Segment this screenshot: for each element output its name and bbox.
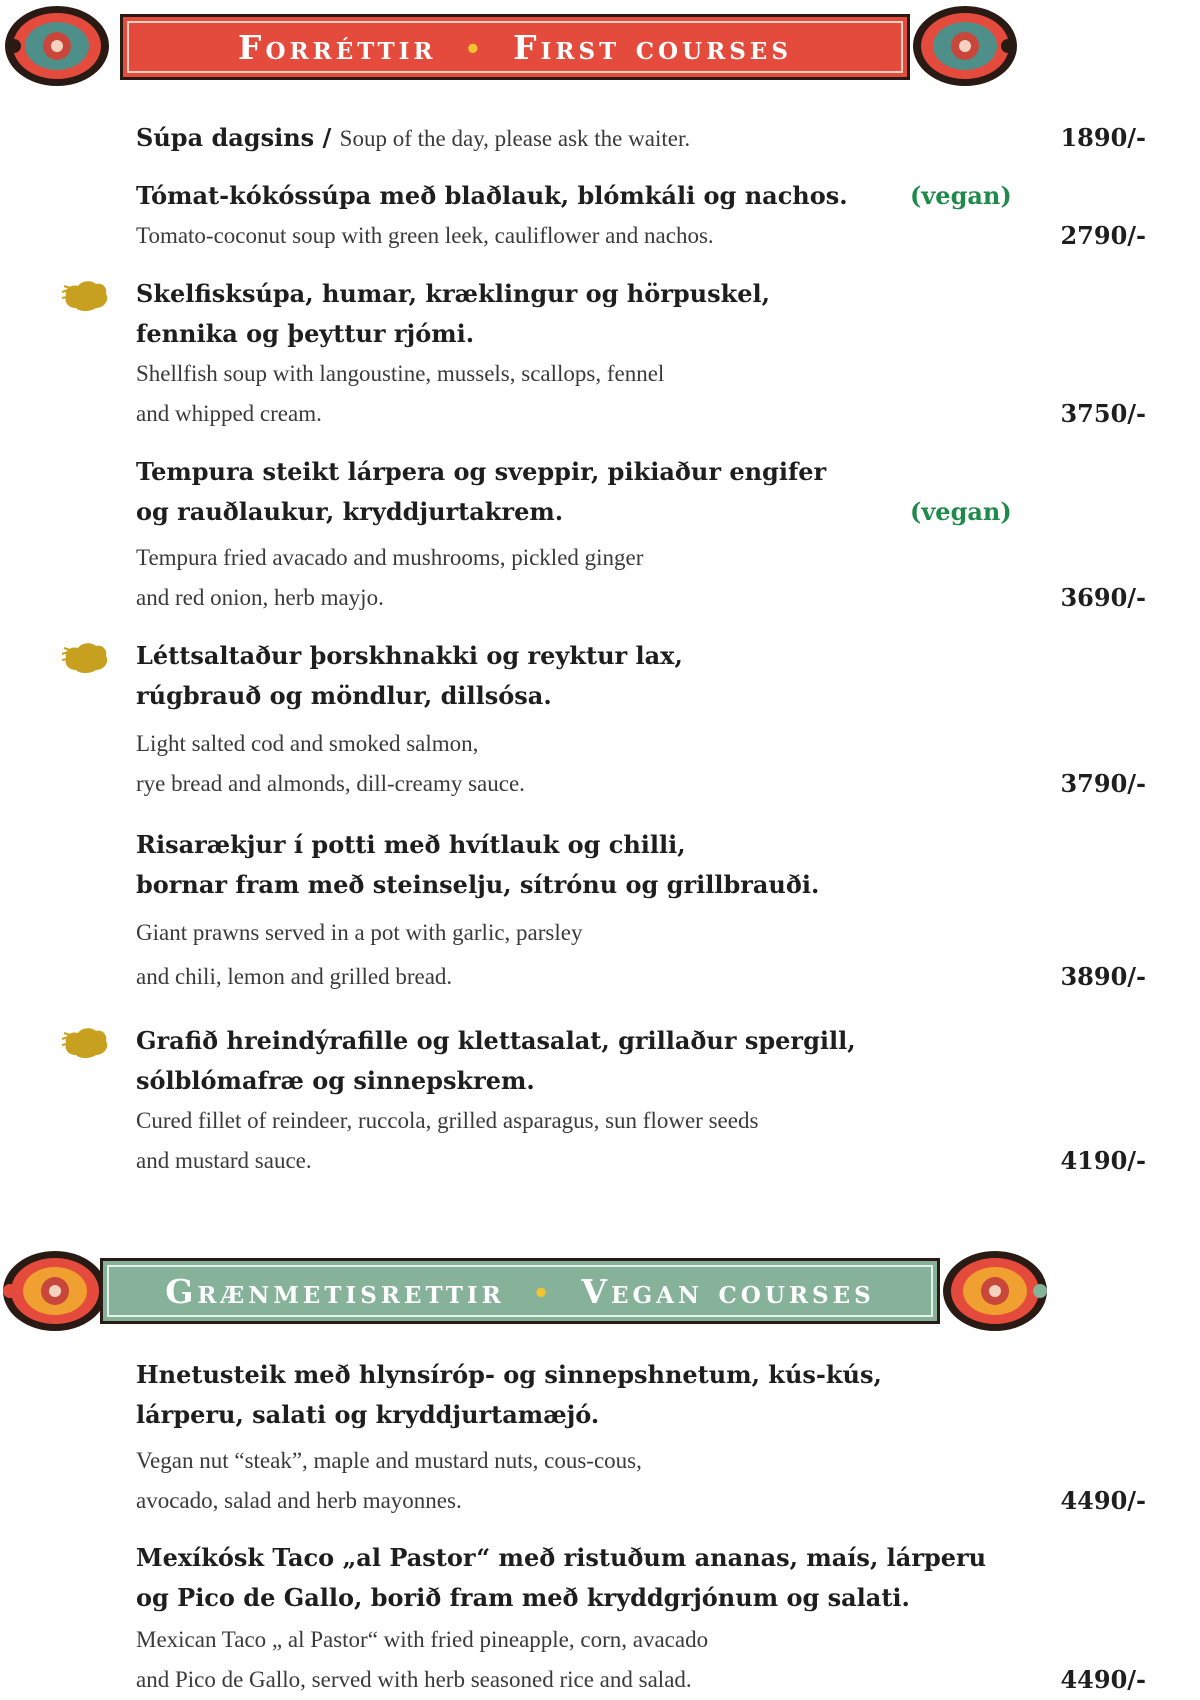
item-description-line-1: Giant prawns served in a pot with garlic, parsley [136,920,583,945]
item-description-line-2: rye bread and almonds, dill-creamy sauce. [136,771,525,796]
iceland-icon [62,278,110,314]
item-description-line-1: Tempura fried avacado and mushrooms, pickled ginger [136,545,644,570]
item-name-line-1: Grafið hreindýrafille og klettasalat, grillaður spergill, [136,1026,856,1055]
vegan-courses-banner [100,1258,940,1324]
item-description-line-2: and whipped cream. [136,401,322,426]
item-price: 4490/- [1060,1665,1146,1694]
menu-item-giant-prawns [136,825,1146,997]
menu-item-mexican-taco [136,1538,1146,1700]
iceland-icon [62,640,110,676]
menu-item-soup-of-the-day [136,118,1146,159]
item-price: 3750/- [1060,399,1146,428]
item-description-line-1: Shellfish soup with langoustine, mussels, scallops, fennel [136,361,665,386]
iceland-icon [62,1025,110,1061]
item-name-line-2: fennika og þeyttur rjómi. [136,319,475,348]
banner-dot-icon: • [532,1278,554,1309]
first-courses-title-is: Forréttir [238,27,437,67]
first-courses-title-en: First courses [513,27,792,67]
item-name: Tómat-kókóssúpa með blaðlauk, blómkáli og nachos. [136,181,848,210]
banner-dot-icon: • [464,34,486,65]
item-name-line-2: bornar fram með steinselju, sítrónu og grillbrauði. [136,870,820,899]
item-description-line-2: and Pico de Gallo, served with herb seasoned rice and salad. [136,1667,692,1692]
item-name-line-1: Léttsaltaður þorskhnakki og reyktur lax, [136,641,683,670]
menu-item-shellfish-soup [136,274,1146,434]
item-name-line-2: rúgbrauð og möndlur, dillsósa. [136,681,552,710]
item-name-line-1: Mexíkósk Taco „al Pastor“ með ristuðum ananas, maís, lárperu [136,1543,987,1572]
item-description-line-2: and mustard sauce. [136,1148,312,1173]
item-price: 2790/- [1060,221,1146,250]
item-inline-description: Soup of the day, please ask the waiter. [339,126,691,151]
menu-item-nut-steak [136,1355,1146,1521]
item-description-line-2: and red onion, herb mayjo. [136,585,384,610]
ornament-left-bottom [0,1245,110,1337]
vegan-tag: (vegan) [910,181,1012,210]
item-price: 3890/- [1060,962,1146,991]
item-price: 4190/- [1060,1146,1146,1175]
item-price: 3690/- [1060,583,1146,612]
ornament-right-top [910,0,1020,92]
item-name-line-2: og Pico de Gallo, borið fram með kryddgrjónum og salati. [136,1583,910,1612]
item-name-line-2: lárperu, salati og kryddjurtamæjó. [136,1400,600,1429]
item-description-line-1: Cured fillet of reindeer, ruccola, grilled asparagus, sun flower seeds [136,1108,759,1133]
vegan-tag: (vegan) [910,497,1012,526]
menu-item-salted-cod [136,636,1146,804]
item-price: 4490/- [1060,1486,1146,1515]
menu-item-cured-reindeer [136,1021,1146,1181]
item-description-line-2: avocado, salad and herb mayonnes. [136,1488,462,1513]
item-name-line-1: Risarækjur í potti með hvítlauk og chilli, [136,830,686,859]
item-description-line-1: Vegan nut “steak”, maple and mustard nuts, cous-cous, [136,1448,642,1473]
vegan-courses-title-is: Grænmetisrettir [165,1271,505,1311]
item-name-line-2: sólblómafræ og sinnepskrem. [136,1066,535,1095]
item-description-line-2: and chili, lemon and grilled bread. [136,964,453,989]
item-description-line-1: Mexican Taco „ al Pastor“ with fried pineapple, corn, avacado [136,1627,709,1652]
item-separator: / [322,123,332,152]
vegan-courses-title-en: Vegan courses [581,1271,875,1311]
ornament-right-bottom [940,1245,1050,1337]
item-price: 3790/- [1060,769,1146,798]
item-name-line-2: og rauðlaukur, kryddjurtakrem. [136,497,564,526]
ornament-left-top [2,0,112,92]
item-price: 1890/- [1060,123,1146,152]
item-name-line-1: Hnetusteik með hlynsíróp- og sinnepshnetum, kús-kús, [136,1360,882,1389]
item-description-line-1: Light salted cod and smoked salmon, [136,731,479,756]
item-name-line-1: Tempura steikt lárpera og sveppir, pikiaður engifer [136,457,827,486]
menu-item-tempura-avocado [136,452,1146,618]
first-courses-banner [120,14,910,80]
item-name-line-1: Skelfisksúpa, humar, kræklingur og hörpuskel, [136,279,770,308]
item-description: Tomato-coconut soup with green leek, cauliflower and nachos. [136,223,714,248]
item-name: Súpa dagsins [136,123,315,152]
menu-item-tomato-coconut-soup [136,176,1146,256]
